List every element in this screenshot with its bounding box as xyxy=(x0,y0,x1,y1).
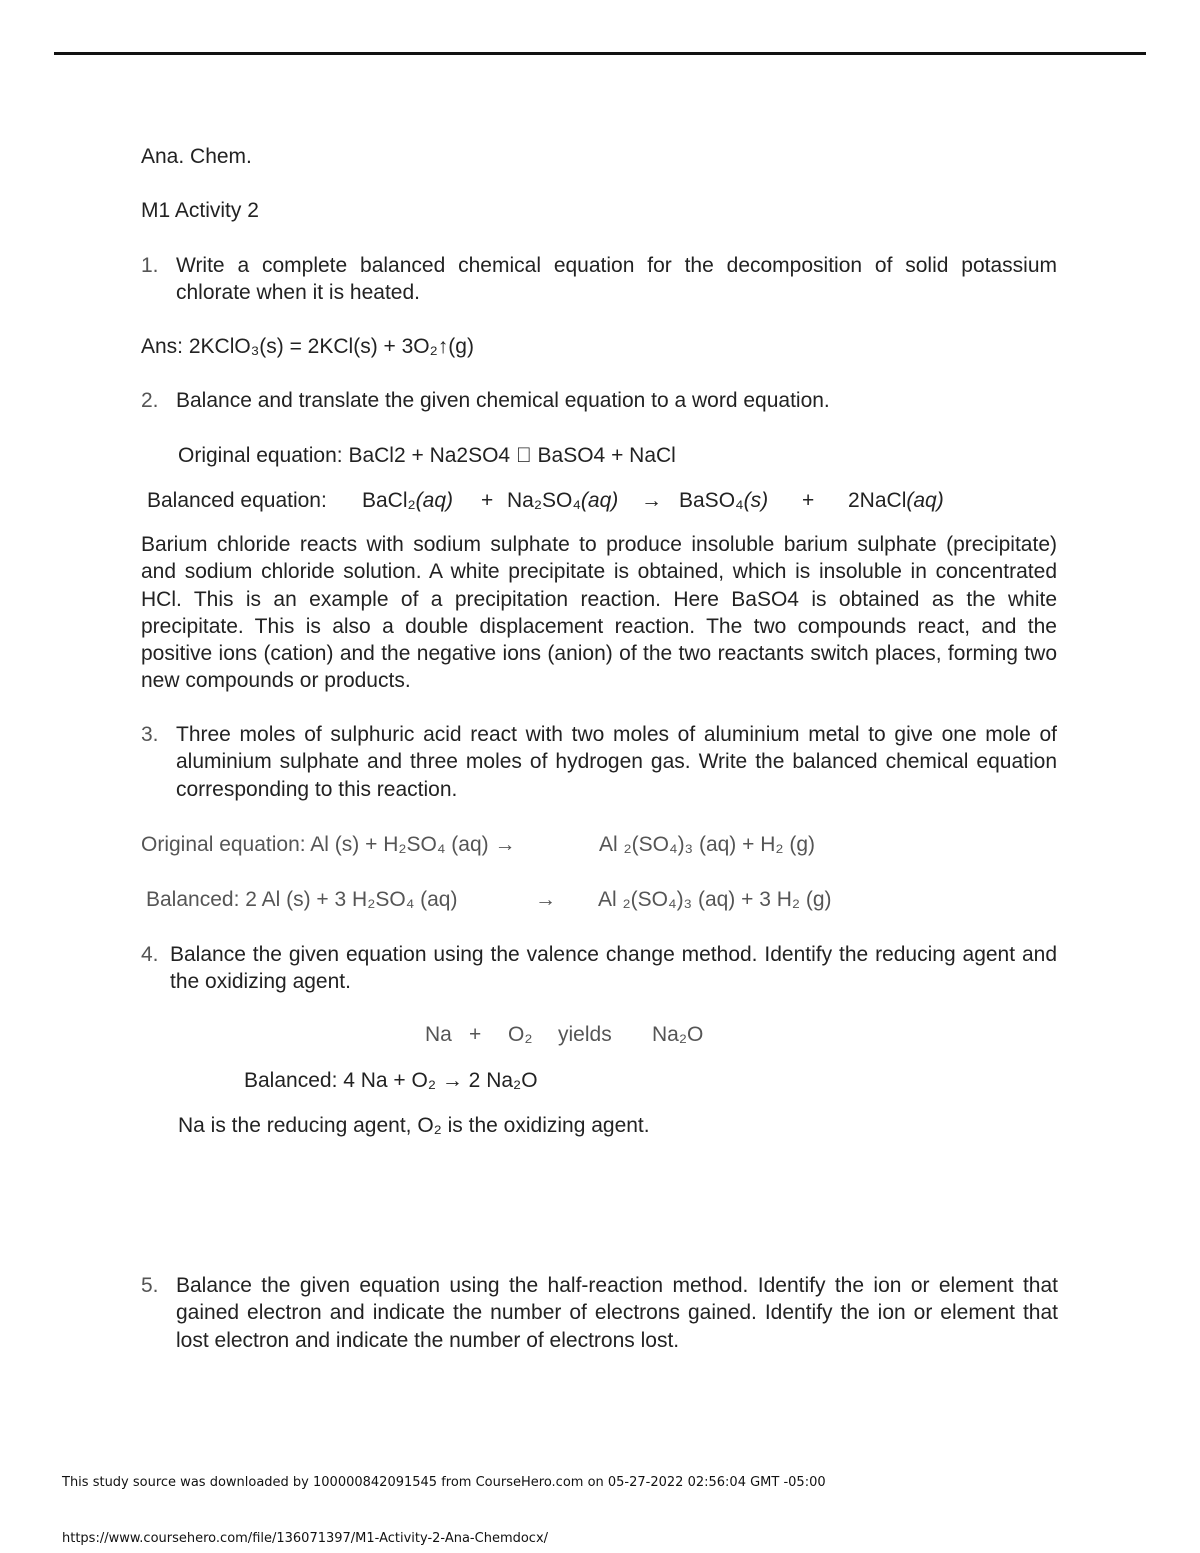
q4-balanced: Balanced: 4 Na + O₂ → 2 Na₂O xyxy=(244,1069,538,1092)
q3-balanced-arrow: → xyxy=(535,888,556,911)
q2-question: Balance and translate the given chemical equation to a word equation. xyxy=(176,389,830,412)
term-na2so4: Na₂SO₄(aq) xyxy=(507,489,619,512)
q4-o2: O₂ xyxy=(508,1023,533,1046)
plus-sign: + xyxy=(481,489,494,512)
top-rule xyxy=(54,52,1146,55)
q1-number: 1. xyxy=(141,254,159,277)
q4-na: Na xyxy=(425,1023,452,1046)
plus-sign: + xyxy=(802,489,815,512)
q4-plus: + xyxy=(469,1023,482,1046)
q3-original-left: Original equation: Al (s) + H₂SO₄ (aq) → xyxy=(141,833,516,856)
q1-answer: Ans: 2KClO₃(s) = 2KCl(s) + 3O₂↑(g) xyxy=(141,335,474,358)
course-title: Ana. Chem. xyxy=(141,145,252,168)
q1-question: Write a complete balanced chemical equation for the decomposition of solid potassium chlorate when it is heated. xyxy=(176,254,1057,305)
q2-number: 2. xyxy=(141,389,159,412)
q4-question: Balance the given equation using the valence change method. Identify the reducing agent and the oxidizing agent. xyxy=(170,943,1057,994)
q3-question: Three moles of sulphuric acid react with two moles of aluminium metal to give one mole of aluminium sulphate and three moles of hydrogen gas. Write the balanced chemical equation corresponding to this reaction. xyxy=(176,723,1057,801)
activity-title: M1 Activity 2 xyxy=(141,199,259,222)
q3-balanced-left: Balanced: 2 Al (s) + 3 H₂SO₄ (aq) xyxy=(146,888,458,911)
term-baso4: BaSO₄(s) xyxy=(679,489,769,512)
q3-number: 3. xyxy=(141,723,159,746)
term-nacl: 2NaCl(aq) xyxy=(848,489,944,512)
q5-question: Balance the given equation using the half-reaction method. Identify the ion or element that gained electron and indicate the number of electrons gained. Identify the ion or element that lost electron and indicate the number of electrons lost. xyxy=(176,1274,1058,1352)
q4-yields: yields xyxy=(558,1023,612,1046)
source-notice: This study source was downloaded by 100000842091545 from CourseHero.com on 05-27-2022 02:56:04 GMT -05:00 xyxy=(62,1475,826,1490)
source-url[interactable]: https://www.coursehero.com/file/136071397/M1-Activity-2-Ana-Chemdocx/ xyxy=(62,1531,549,1546)
arrow: → xyxy=(641,489,662,512)
q4-number: 4. xyxy=(141,943,159,966)
term-bacl2: BaCl₂(aq) xyxy=(362,489,454,512)
balanced-label: Balanced equation: xyxy=(147,489,327,512)
q5-number: 5. xyxy=(141,1274,159,1297)
q3-balanced-right: Al ₂(SO₄)₃ (aq) + 3 H₂ (g) xyxy=(598,888,832,911)
q2-explanation: Barium chloride reacts with sodium sulphate to produce insoluble barium sulphate (precipitate) and sodium chloride solution. A white precipitate is obtained, which is insoluble in concentrated HCl. This is an example of a precipitation reaction. Here BaSO4 is obtained as the white precipitate. This is also a double displacement reaction. The two compounds react, and the positive ions (cation) and the negative ions (anion) of the two reactants switch places, forming two new compounds or products. xyxy=(141,533,1057,693)
q4-product: Na₂O xyxy=(652,1023,704,1046)
q3-original-right: Al ₂(SO₄)₃ (aq) + H₂ (g) xyxy=(599,833,816,856)
q4-agents: Na is the reducing agent, O₂ is the oxidizing agent. xyxy=(178,1114,650,1137)
q2-original-equation: Original equation: BaCl2 + Na2SO4 BaSO4 + NaCl xyxy=(178,444,655,467)
